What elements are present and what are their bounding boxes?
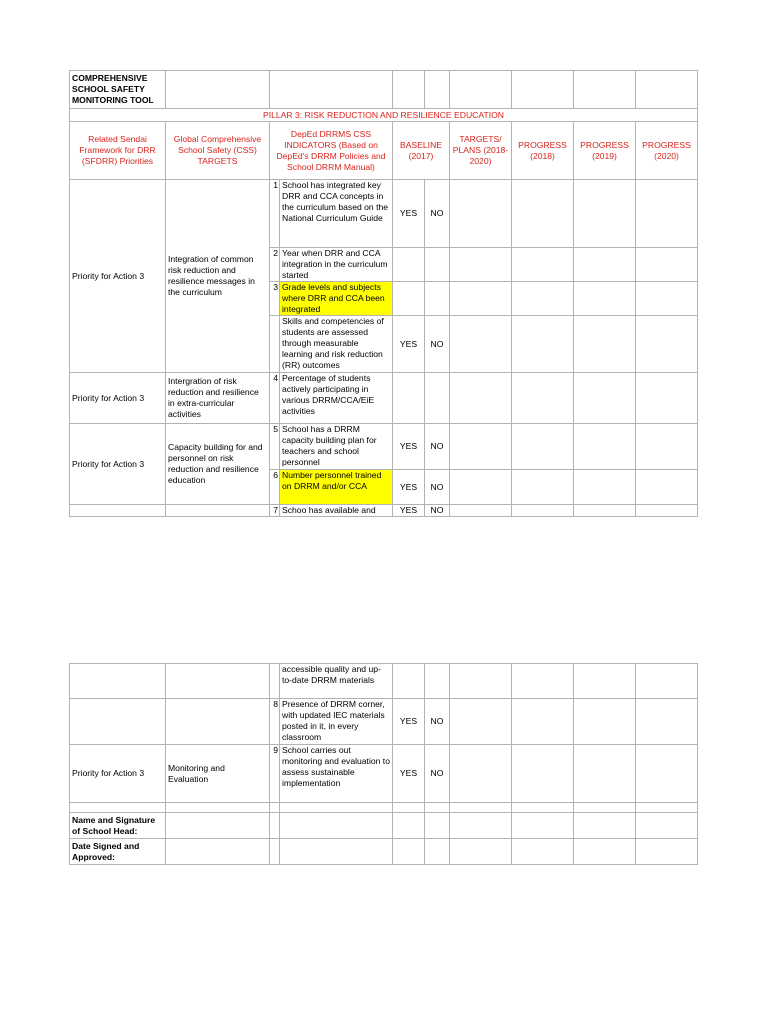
indicator-text-highlighted: Grade levels and subjects where DRR and CCA been integrated bbox=[280, 282, 393, 316]
pillar-heading: PILLAR 3: RISK REDUCTION AND RESILIENCE EDUCATION bbox=[70, 109, 698, 122]
table-row bbox=[70, 424, 698, 470]
title-row bbox=[70, 71, 698, 109]
indicator-text: School has integrated key DRR and CCA concepts in the curriculum based on the National Curriculum Guide bbox=[280, 180, 393, 248]
header-row bbox=[70, 122, 698, 180]
baseline-yes: YES bbox=[393, 424, 425, 470]
table-row bbox=[70, 803, 698, 813]
header-sendai: Related Sendai Framework for DRR (SFDRR) Priorities bbox=[70, 122, 166, 180]
name-signature-label: Name and Signature of School Head: bbox=[70, 813, 166, 839]
table-row bbox=[70, 664, 698, 699]
header-baseline: BASELINE (2017) bbox=[393, 122, 450, 180]
baseline-no: NO bbox=[425, 424, 450, 470]
indicator-number: 7 bbox=[270, 505, 280, 517]
baseline-yes: YES bbox=[393, 745, 425, 803]
indicator-text: accessible quality and up-to-date DRRM materials bbox=[280, 664, 393, 699]
header-progress-2020: PROGRESS (2020) bbox=[636, 122, 698, 180]
table-row bbox=[70, 699, 698, 745]
table-row bbox=[70, 745, 698, 803]
baseline-no: NO bbox=[425, 180, 450, 248]
indicator-text: School has a DRRM capacity building plan for teachers and school personnel bbox=[280, 424, 393, 470]
css-target: Intergration of risk reduction and resilience in extra-curricular activities bbox=[166, 373, 270, 424]
table-row bbox=[70, 505, 698, 517]
baseline-yes: YES bbox=[393, 505, 425, 517]
date-signed-label: Date Signed and Approved: bbox=[70, 839, 166, 865]
baseline-yes: YES bbox=[393, 180, 425, 248]
baseline-yes: YES bbox=[393, 699, 425, 745]
baseline-no: NO bbox=[425, 316, 450, 373]
indicator-text-highlighted: Number personnel trained on DRRM and/or CCA bbox=[280, 470, 393, 505]
header-targets: TARGETS/ PLANS (2018-2020) bbox=[450, 122, 512, 180]
sendai-priority: Priority for Action 3 bbox=[70, 424, 166, 505]
indicator-text: Presence of DRRM corner, with updated IEC materials posted in it, in every classroom bbox=[280, 699, 393, 745]
table-row bbox=[70, 180, 698, 248]
indicator-text: School carries out monitoring and evaluation to assess sustainable implementation bbox=[280, 745, 393, 803]
baseline-yes: YES bbox=[393, 316, 425, 373]
monitoring-table-page-2 bbox=[69, 663, 698, 865]
sendai-priority: Priority for Action 3 bbox=[70, 745, 166, 803]
indicator-number: 1 bbox=[270, 180, 280, 248]
header-progress-2019: PROGRESS (2019) bbox=[574, 122, 636, 180]
indicator-text: Skills and competencies of students are assessed through measurable learning and risk reduction (RR) outcomes bbox=[280, 316, 393, 373]
footer-row bbox=[70, 813, 698, 839]
indicator-number: 8 bbox=[270, 699, 280, 745]
date-signed-field[interactable] bbox=[166, 839, 270, 865]
document-title: COMPREHENSIVE SCHOOL SAFETY MONITORING TOOL bbox=[70, 71, 166, 109]
footer-row bbox=[70, 839, 698, 865]
pillar-row bbox=[70, 109, 698, 122]
header-css-targets: Global Comprehensive School Safety (CSS) TARGETS bbox=[166, 122, 270, 180]
css-target: Integration of common risk reduction and resilience messages in the curriculum bbox=[166, 180, 270, 373]
indicator-number: 6 bbox=[270, 470, 280, 505]
indicator-number: 2 bbox=[270, 248, 280, 282]
sendai-priority: Priority for Action 3 bbox=[70, 373, 166, 424]
indicator-text: Percentage of students actively participating in various DRRM/CCA/EiE activities bbox=[280, 373, 393, 424]
header-indicators: DepEd DRRMS CSS INDICATORS (Based on DepEd's DRRM Policies and School DRRM Manual) bbox=[270, 122, 393, 180]
header-progress-2018: PROGRESS (2018) bbox=[512, 122, 574, 180]
indicator-text: Schoo has available and bbox=[280, 505, 393, 517]
sendai-priority: Priority for Action 3 bbox=[70, 180, 166, 373]
indicator-number: 3 bbox=[270, 282, 280, 316]
name-signature-field[interactable] bbox=[166, 813, 270, 839]
baseline-no: NO bbox=[425, 745, 450, 803]
css-target: Monitoring and Evaluation bbox=[166, 745, 270, 803]
indicator-number: 4 bbox=[270, 373, 280, 424]
indicator-number: 5 bbox=[270, 424, 280, 470]
css-target: Capacity building for and personnel on risk reduction and resilience education bbox=[166, 424, 270, 505]
indicator-number: 9 bbox=[270, 745, 280, 803]
baseline-yes: YES bbox=[393, 470, 425, 505]
baseline-no: NO bbox=[425, 505, 450, 517]
table-row bbox=[70, 373, 698, 424]
baseline-no: NO bbox=[425, 470, 450, 505]
baseline-no: NO bbox=[425, 699, 450, 745]
monitoring-table-page-1 bbox=[69, 70, 698, 517]
indicator-text: Year when DRR and CCA integration in the curriculum started bbox=[280, 248, 393, 282]
